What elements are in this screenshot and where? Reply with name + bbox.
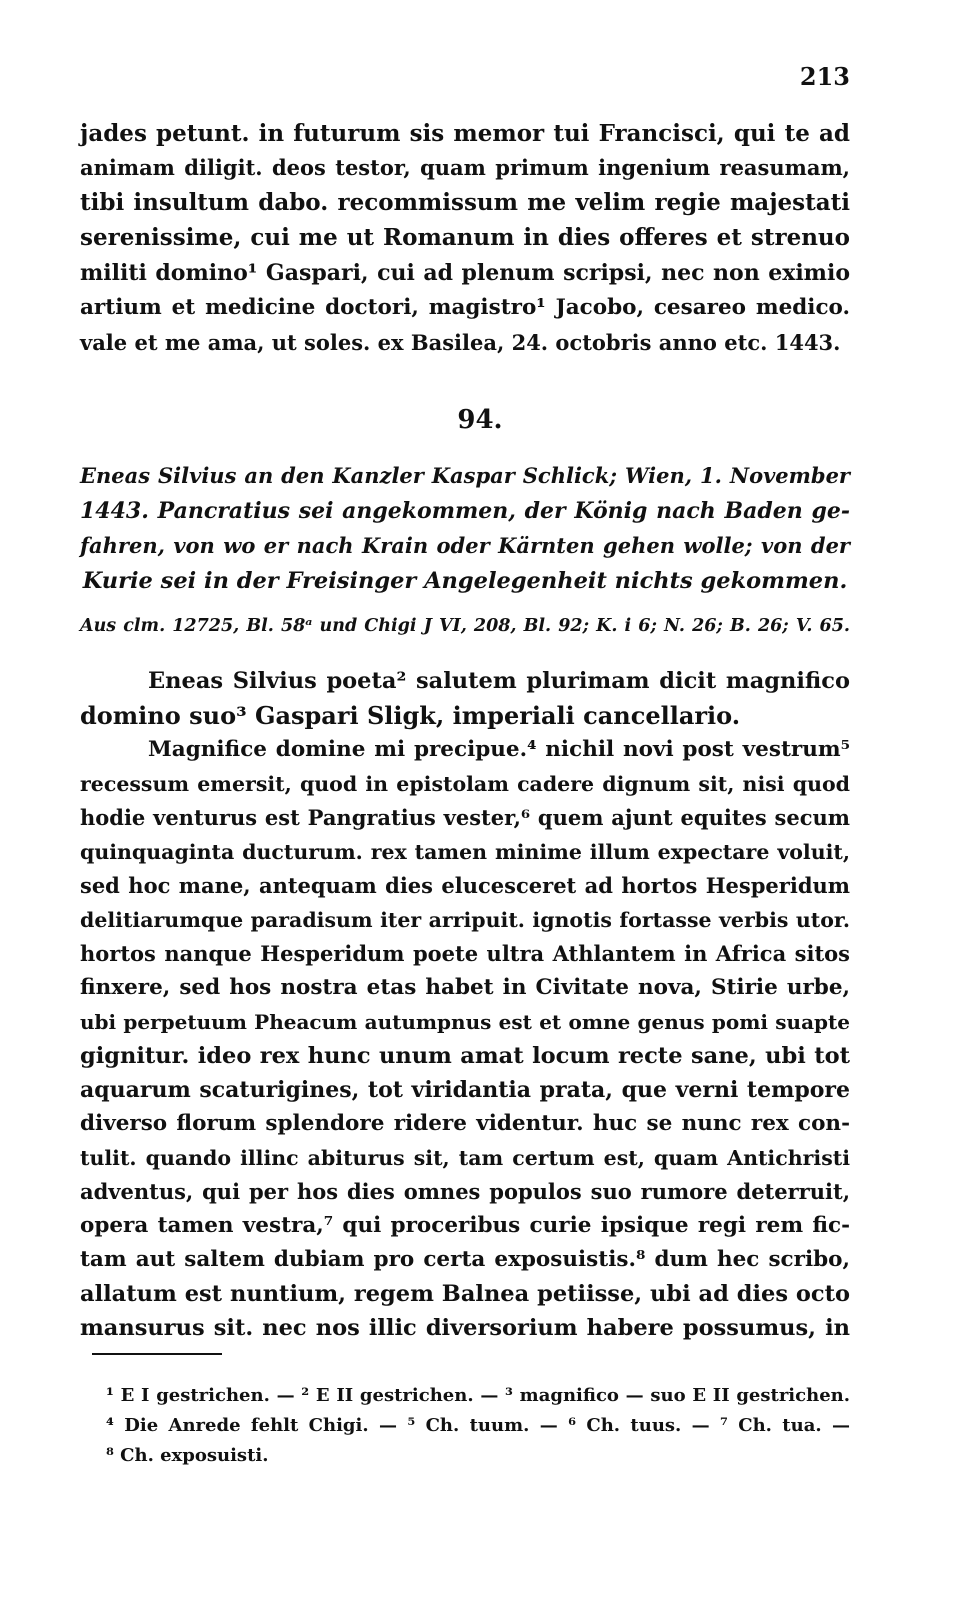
text-line: hodie venturus est Pangratius vester,⁶ quem ajunt equites secum [80,805,850,830]
text-line: Magnifice domine mi precipue.⁴ nichil novi post vestrum⁵ [148,737,850,762]
text-line: gignitur. ideo rex hunc unum amat locum recte sane, ubi tot [80,1043,850,1069]
text-line: aquarum scaturigines, tot viridantia prata, que verni tempore [80,1077,850,1103]
page-number: 213 [799,62,850,91]
text-line: mansurus sit. nec nos illic diversorium habere possumus, in [80,1315,850,1341]
text-line: allatum est nuntium, regem Balnea petiisse, ubi ad dies octo [80,1281,850,1307]
summary-line: Eneas Silvius an den Kanzler Kaspar Schlick; Wien, 1. November [80,463,850,488]
text-line: opera tamen vestra,⁷ qui proceribus curie ipsique regi rem fic- [80,1213,850,1238]
footnote-line: ⁸ Ch. exposuisti. [106,1445,269,1466]
text-line: serenissime, cui me ut Romanum in dies offeres et strenuo [80,224,850,251]
text-line: ubi perpetuum Pheacum autumpnus est et omne genus pomi suapte [80,1010,850,1034]
text-line: animam diligit. deos testor, quam primum ingenium reasumam, [80,155,850,180]
text-line: sed hoc mane, antequam dies elucesceret ad hortos Hesperidum [80,873,850,898]
source-reference: Aus clm. 12725, Bl. 58ᵃ und Chigi J VI, 208, Bl. 92; K. i 6; N. 26; B. 26; V. 65. [80,616,850,636]
summary-line: Kurie sei in der Freisinger Angelegenheit nichts gekommen. [82,568,848,594]
text-line: diverso florum splendore ridere videntur. huc se nunc rex con- [80,1111,850,1136]
letter-number: 94. [457,405,503,435]
footnote-divider [92,1353,222,1355]
text-line: jades petunt. in futurum sis memor tui Francisci, qui te ad [80,120,850,147]
salutation-line: Eneas Silvius poeta² salutem plurimam dicit magnifico [148,668,850,694]
footnote-line: ¹ E I gestrichen. — ² E II gestrichen. — ³ magnifico — suo E II gestrichen. [106,1385,850,1406]
text-line: artium et medicine doctori, magistro¹ Jacobo, cesareo medico. [80,295,850,320]
text-line: hortos nanque Hesperidum poete ultra Athlantem in Africa sitos [80,941,850,966]
text-line: delitiarumque paradisum iter arripuit. ignotis fortasse verbis utor. [80,908,850,932]
text-line: tulit. quando illinc abiturus sit, tam certum est, quam Antichristi [80,1146,850,1170]
summary-line: 1443. Pancratius sei angekommen, der König nach Baden ge- [80,498,850,524]
text-line: adventus, qui per hos dies omnes populos suo rumore deterruit, [80,1179,850,1204]
text-line: tam aut saltem dubiam pro certa exposuistis.⁸ dum hec scribo, [80,1247,850,1272]
text-line: tibi insultum dabo. recommissum me velim regie majestati [80,189,850,216]
text-line: vale et me ama, ut soles. ex Basilea, 24. octobris anno etc. 1443. [80,330,841,355]
text-line: recessum emersit, quod in epistolam cadere dignum sit, nisi quod [80,772,850,796]
footnote-line: ⁴ Die Anrede fehlt Chigi. — ⁵ Ch. tuum. — ⁶ Ch. tuus. — ⁷ Ch. tua. — [106,1415,850,1436]
salutation-line: domino suo³ Gaspari Sligk, imperiali cancellario. [80,701,741,730]
text-line: militi domino¹ Gaspari, cui ad plenum scripsi, nec non eximio [80,260,850,286]
summary-line: fahren, von wo er nach Krain oder Kärnten gehen wolle; von der [80,533,850,558]
text-line: finxere, sed hos nostra etas habet in Civitate nova, Stirie urbe, [80,975,850,1000]
text-line: quinquaginta ducturum. rex tamen minime illum expectare voluit, [80,840,850,864]
